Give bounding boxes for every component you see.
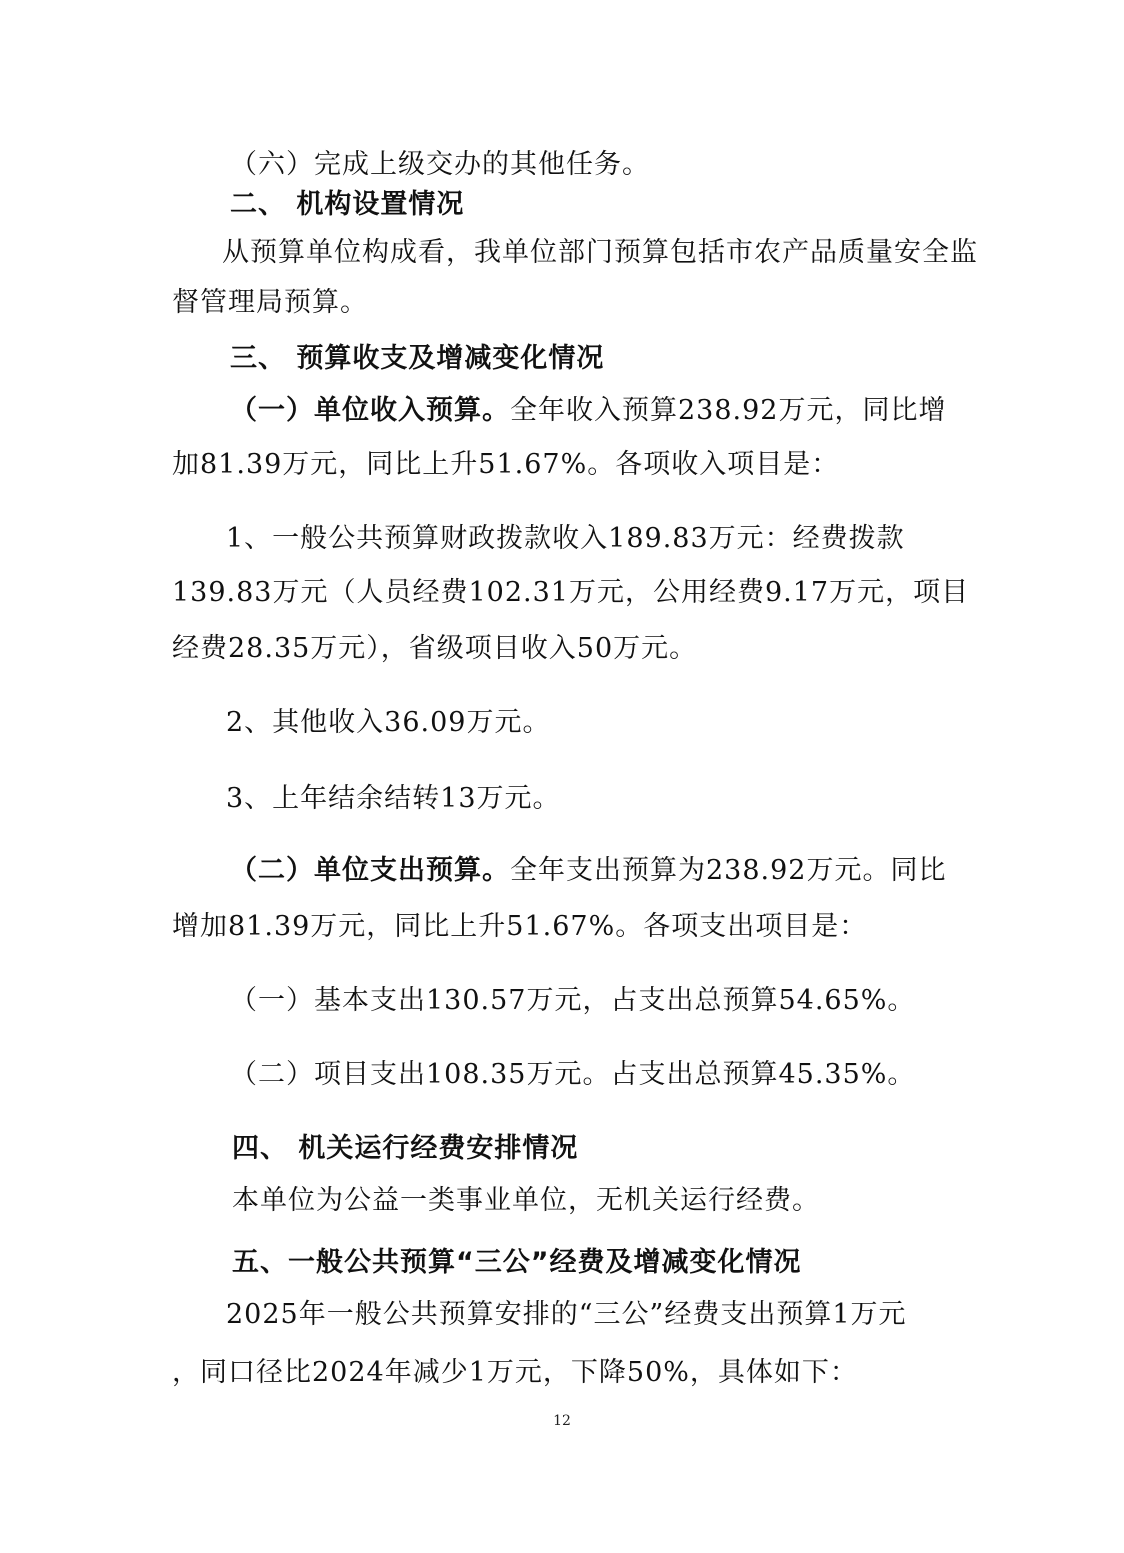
expense-item-2: （二）项目支出108.35万元。占支出总预算45.35%。	[230, 1059, 916, 1090]
expense-label: （二）单位支出预算。	[230, 855, 510, 886]
heading-budget-changes: 三、 预算收支及增减变化情况	[230, 343, 605, 374]
three-public-paragraph-line-1: 2025年一般公共预算安排的“三公”经费支出预算1万元	[226, 1299, 907, 1330]
income-item-1-line-2: 139.83万元（人员经费102.31万元，公用经费9.17万元，项目	[172, 577, 970, 608]
income-paragraph-line-1	[230, 394, 946, 428]
expense-line-1-text: 全年支出预算为238.92万元。同比	[510, 855, 947, 886]
expense-paragraph-line-1	[230, 854, 946, 888]
income-item-2: 2、其他收入36.09万元。	[226, 707, 551, 738]
heading-three-public-expenses: 五、一般公共预算“三公”经费及增减变化情况	[232, 1247, 802, 1278]
page-number: 12	[553, 1413, 571, 1429]
operating-expenses-paragraph: 本单位为公益一类事业单位，无机关运行经费。	[232, 1185, 820, 1216]
income-label: （一）单位收入预算。	[230, 395, 510, 426]
income-line-1-text: 全年收入预算238.92万元，同比增	[510, 395, 947, 426]
task-6-line: （六）完成上级交办的其他任务。	[230, 149, 650, 180]
heading-institution-setup: 二、 机构设置情况	[230, 189, 465, 220]
three-public-paragraph-line-2: ，同口径比2024年减少1万元，下降50%，具体如下：	[172, 1357, 858, 1388]
income-paragraph-line-2: 加81.39万元，同比上升51.67%。各项收入项目是：	[172, 449, 840, 480]
heading-operating-expenses: 四、 机关运行经费安排情况	[232, 1133, 579, 1164]
expense-item-1: （一）基本支出130.57万元，占支出总预算54.65%。	[230, 985, 916, 1016]
institution-paragraph-line-1: 从预算单位构成看，我单位部门预算包括市农产品质量安全监	[222, 237, 978, 268]
income-item-1-line-3: 经费28.35万元），省级项目收入50万元。	[172, 633, 698, 664]
expense-paragraph-line-2: 增加81.39万元，同比上升51.67%。各项支出项目是：	[172, 911, 868, 942]
income-item-1-line-1: 1、一般公共预算财政拨款收入189.83万元：经费拨款	[226, 523, 905, 554]
institution-paragraph-line-2: 督管理局预算。	[172, 287, 368, 318]
income-item-3: 3、上年结余结转13万元。	[226, 783, 561, 814]
